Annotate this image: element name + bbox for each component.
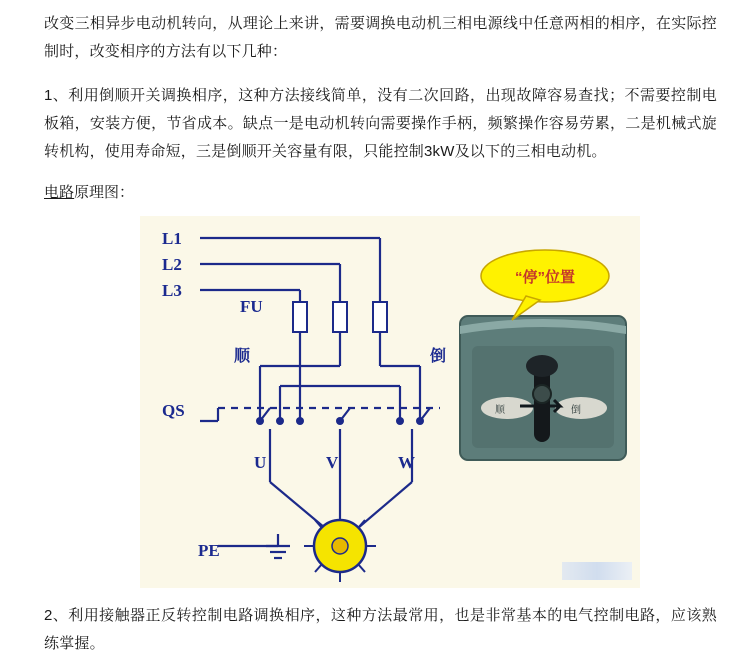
switch-photo <box>460 316 626 460</box>
watermark <box>562 562 632 580</box>
circuit-schematic-figure <box>140 216 640 588</box>
label-shun: 顺 <box>234 348 251 365</box>
label-l3: L3 <box>162 281 182 300</box>
label-l2: L2 <box>162 255 182 274</box>
circuit-link[interactable]: 电路 <box>44 184 75 201</box>
paragraph-method-1: 1、利用倒顺开关调换相序，这种方法接线简单，没有二次回路，出现故障容易查找；不需要控制电板箱，安装方便，节省成本。缺点一是电动机转向需要操作手柄，频繁操作容易劳累，二是机械式旋转机构，使用寿命短，三是倒顺开关容量有限，只能控制3kW及以下的三相电动机。 <box>44 87 717 160</box>
label-fu: FU <box>240 297 263 316</box>
switch-label-left: 顺 <box>495 405 505 416</box>
paragraph-intro: 改变三相异步电动机转向，从理论上来讲，需要调换电动机三相电源线中任意两相的相序，在实际控制时，改变相序的方法有以下几种： <box>44 15 717 60</box>
fuse-symbols <box>293 302 387 332</box>
switch-label-right: 倒 <box>571 405 581 416</box>
label-qs: QS <box>162 401 185 420</box>
paragraph-method-2: 2、利用接触器正反转控制电路调换相序，这种方法最常用，也是非常基本的电气控制电路，应该熟练掌握。 <box>44 607 717 652</box>
callout-text: “停”位置 <box>514 269 576 286</box>
label-pe: PE <box>198 541 220 560</box>
figure-container <box>44 216 717 588</box>
label-v: V <box>326 453 339 472</box>
label-l1: L1 <box>162 229 182 248</box>
label-dao: 倒 <box>430 348 447 365</box>
label-u: U <box>254 453 267 472</box>
label-w: W <box>398 453 415 472</box>
schematic-caption <box>44 180 717 206</box>
schematic-caption-rest: 原理图： <box>74 184 135 201</box>
circuit-diagram-svg <box>140 216 640 588</box>
